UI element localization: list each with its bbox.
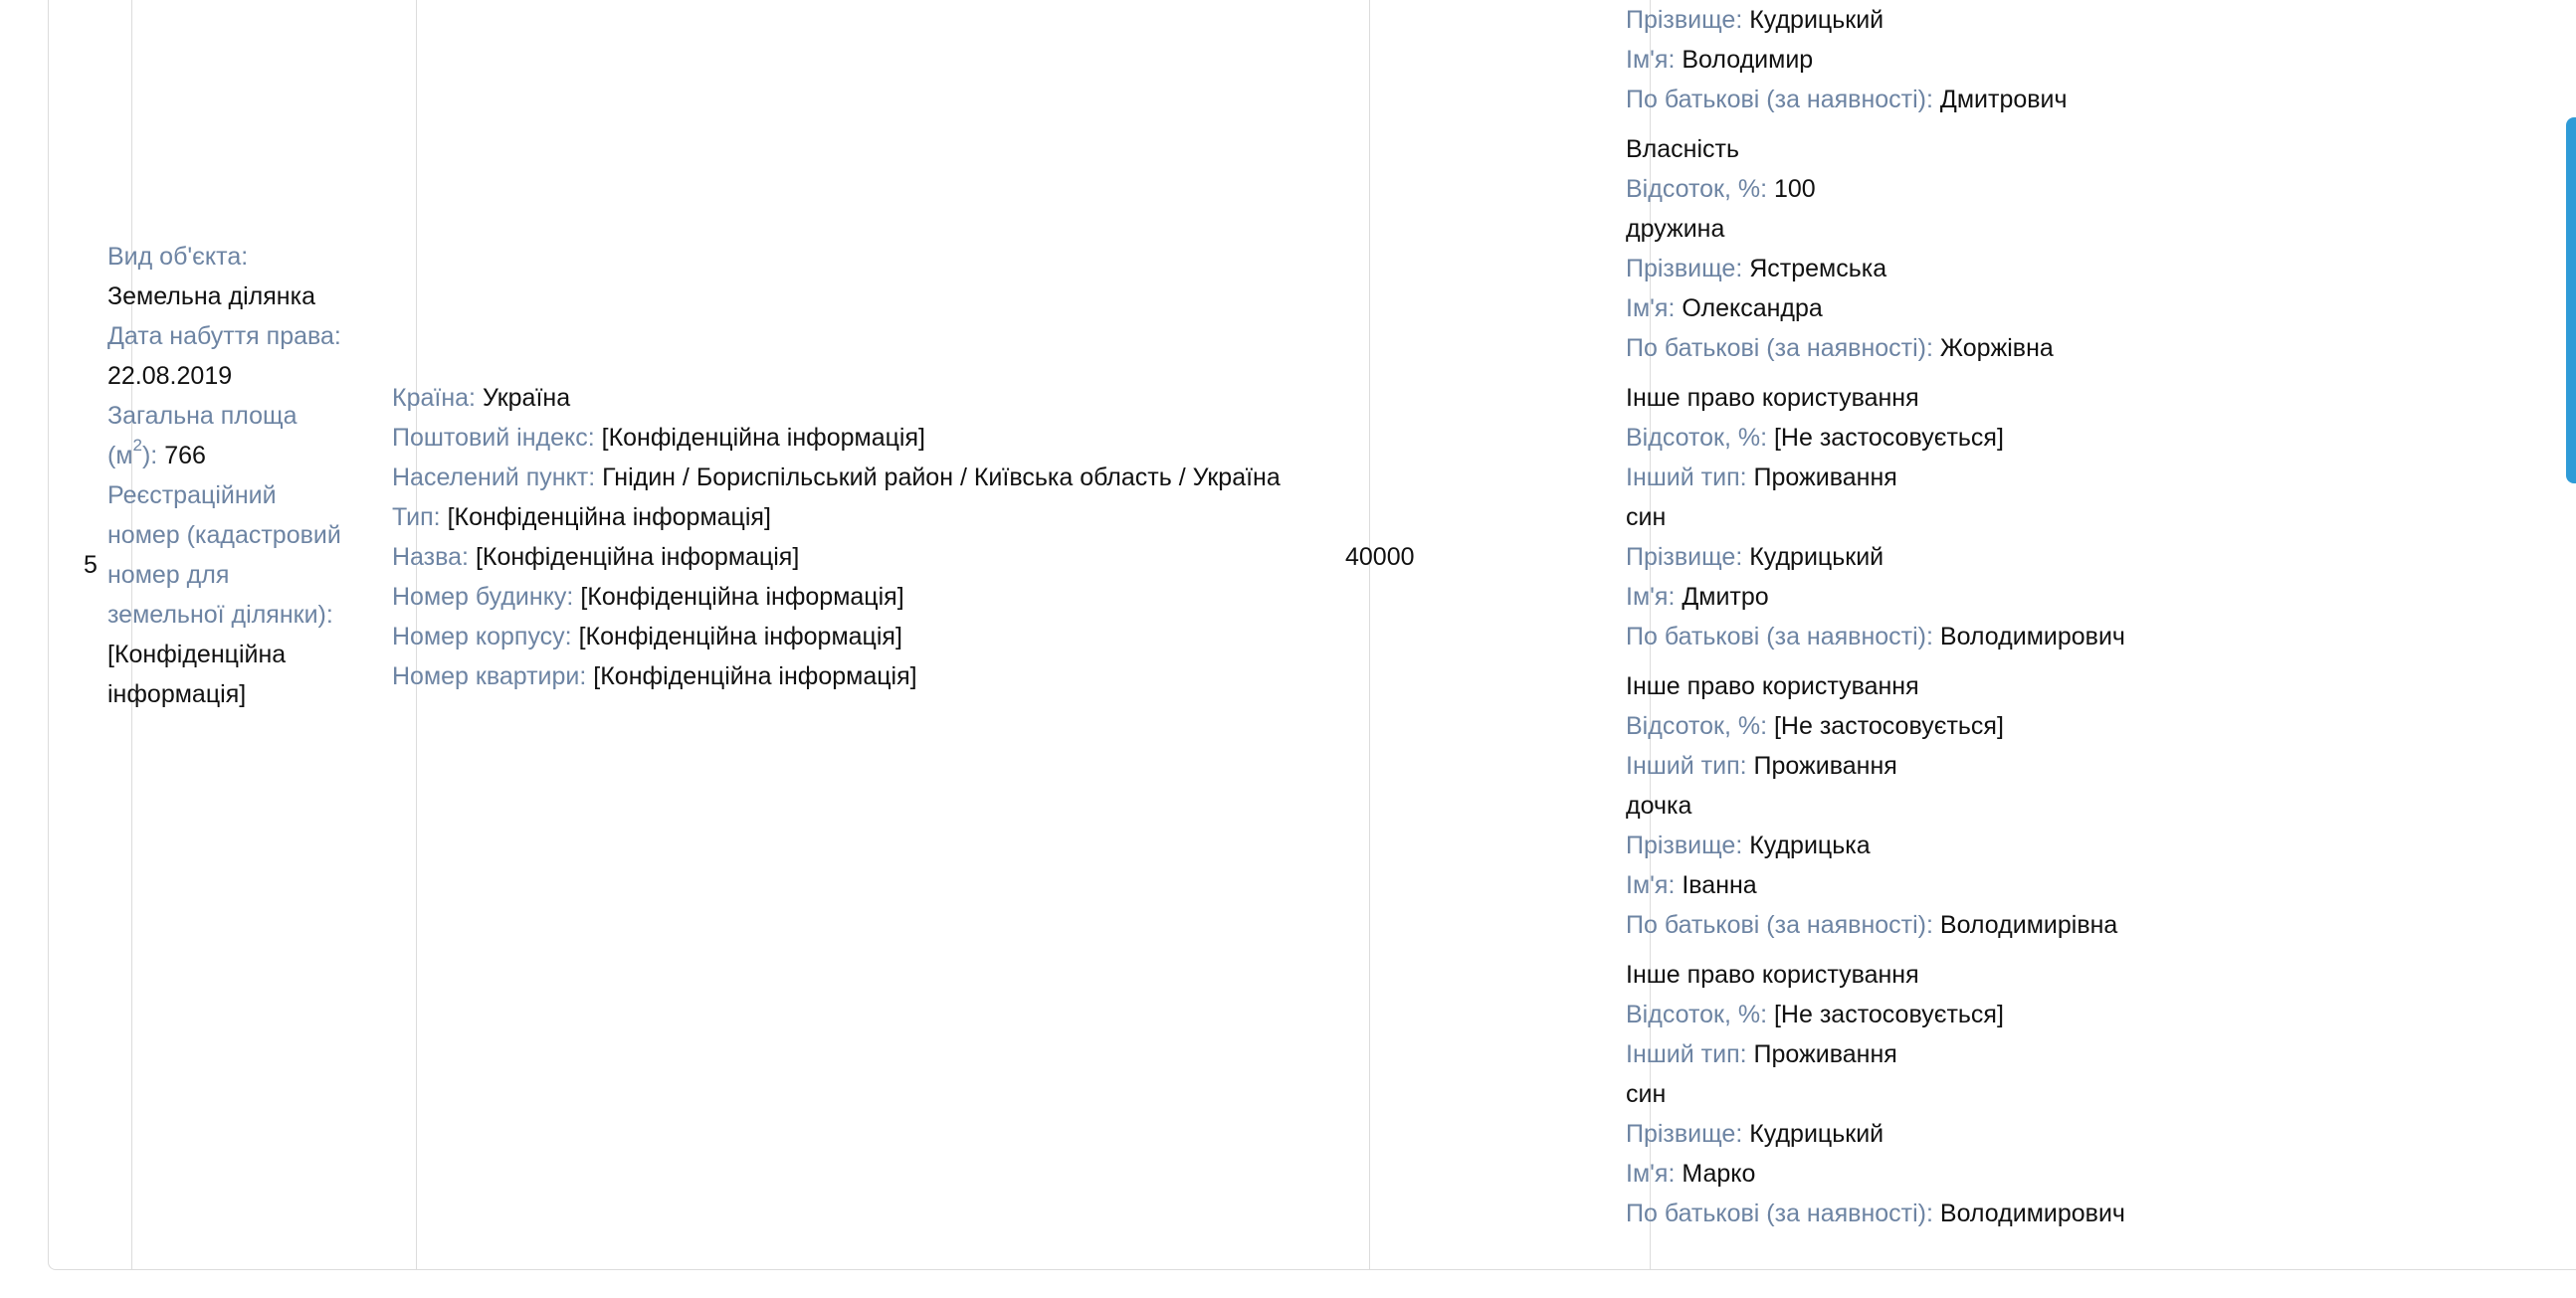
object-cell: [107, 237, 346, 714]
right-percent: [Не застосовується]: [1773, 712, 2004, 740]
person-name: Дмитро: [1682, 583, 1769, 611]
person-patronymic: Володимирович: [1939, 623, 2125, 650]
apartment-value: [Конфіденційна інформація]: [593, 662, 917, 690]
person-patronymic: Володимирович: [1939, 1200, 2125, 1227]
registration-number-value: [Конфіденційна інформація]: [107, 641, 287, 708]
acquire-date-label: Дата набуття права:: [107, 322, 341, 350]
right-entry: Власність Відсоток, %: 100 дружина Прізвище: Ястремська Ім'я: Олександра По батькові (за наявності): Жоржівна: [1626, 129, 2561, 368]
right-type: Власність: [1626, 135, 1740, 163]
country-value: Україна: [482, 384, 571, 412]
relation: син: [1626, 503, 1667, 531]
other-type: Проживання: [1753, 752, 1897, 780]
area-value: 766: [164, 442, 206, 469]
registration-number-label: Реєстраційний номер (кадастровий номер для земельної ділянки):: [107, 481, 341, 629]
right-percent: [Не застосовується]: [1773, 424, 2004, 452]
building-row: Номер корпусу: [Конфіденційна інформація]: [392, 623, 902, 650]
other-type: Проживання: [1753, 464, 1897, 491]
right-percent: [Не застосовується]: [1773, 1001, 2004, 1028]
object-type-value: Земельна ділянка: [107, 282, 315, 310]
right-type: Інше право користування: [1626, 961, 1919, 989]
other-type: Проживання: [1753, 1040, 1897, 1068]
apartment-row: Номер квартири: [Конфіденційна інформація]: [392, 662, 917, 690]
city-row: Населений пункт: Гнідин / Бориспільський район / Київська область / Україна: [392, 464, 1281, 491]
owner-patronymic: Дмитрович: [1939, 86, 2068, 113]
column-value: [1370, 0, 1651, 1269]
country-row: Країна: Україна: [392, 384, 571, 412]
right-type: Інше право користування: [1626, 384, 1919, 412]
relation: дочка: [1626, 792, 1692, 820]
person-name: Іванна: [1682, 871, 1757, 899]
owner-group: Прізвище: Кудрицький Ім'я: Володимир По батькові (за наявності): Дмитрович: [1626, 6, 2068, 113]
street-type-value: [Конфіденційна інформація]: [447, 503, 771, 531]
property-value: 40000: [1345, 543, 1415, 571]
side-scroll-tab[interactable]: [2566, 117, 2576, 483]
right-entry: Інше право користування Відсоток, %: [Не застосовується] Інший тип: Проживання дочка Прізвище: Кудрицька Ім'я: Іванна По батькові (за наявності): Володимирівна: [1626, 666, 2561, 945]
postal-row: Поштовий індекс: [Конфіденційна інформація]: [392, 424, 925, 452]
person-surname: Кудрицький: [1749, 1120, 1884, 1148]
person-surname: Кудрицький: [1749, 543, 1884, 571]
owner-name: Володимир: [1682, 46, 1814, 74]
street-name-value: [Конфіденційна інформація]: [475, 543, 800, 571]
person-patronymic: Володимирівна: [1939, 911, 2118, 939]
street-name-row: Назва: [Конфіденційна інформація]: [392, 543, 800, 571]
street-type-row: Тип: [Конфіденційна інформація]: [392, 503, 771, 531]
relation: син: [1626, 1080, 1667, 1108]
person-surname: Ястремська: [1749, 255, 1887, 282]
right-type: Інше право користування: [1626, 672, 1919, 700]
person-surname: Кудрицька: [1749, 832, 1871, 859]
person-name: Олександра: [1682, 294, 1823, 322]
acquire-date-value: 22.08.2019: [107, 362, 233, 390]
person-name: Марко: [1682, 1160, 1756, 1188]
object-type-label: Вид об'єкта:: [107, 243, 249, 271]
row-index: 5: [84, 551, 98, 579]
building-value: [Конфіденційна інформація]: [578, 623, 902, 650]
right-entry: Інше право користування Відсоток, %: [Не застосовується] Інший тип: Проживання син Прізвище: Кудрицький Ім'я: Марко По батькові (за наявності): Володимирович: [1626, 955, 2561, 1233]
owner-surname: Кудрицький: [1749, 6, 1884, 34]
rights-cell: [1626, 0, 2561, 1243]
person-patronymic: Жоржівна: [1939, 334, 2054, 362]
relation: дружина: [1626, 215, 1725, 243]
house-row: Номер будинку: [Конфіденційна інформація]: [392, 583, 904, 611]
area-label: Загальна площа $(м^2)$:: [107, 402, 297, 469]
right-entry: Інше право користування Відсоток, %: [Не застосовується] Інший тип: Проживання син Прізвище: Кудрицький Ім'я: Дмитро По батькові (за наявності): Володимирович: [1626, 378, 2561, 656]
address-cell: [392, 378, 1297, 696]
city-value: Гнідин / Бориспільський район / Київська область / Україна: [602, 464, 1281, 491]
house-value: [Конфіденційна інформація]: [580, 583, 904, 611]
postal-value: [Конфіденційна інформація]: [601, 424, 925, 452]
right-percent: 100: [1773, 175, 1816, 203]
